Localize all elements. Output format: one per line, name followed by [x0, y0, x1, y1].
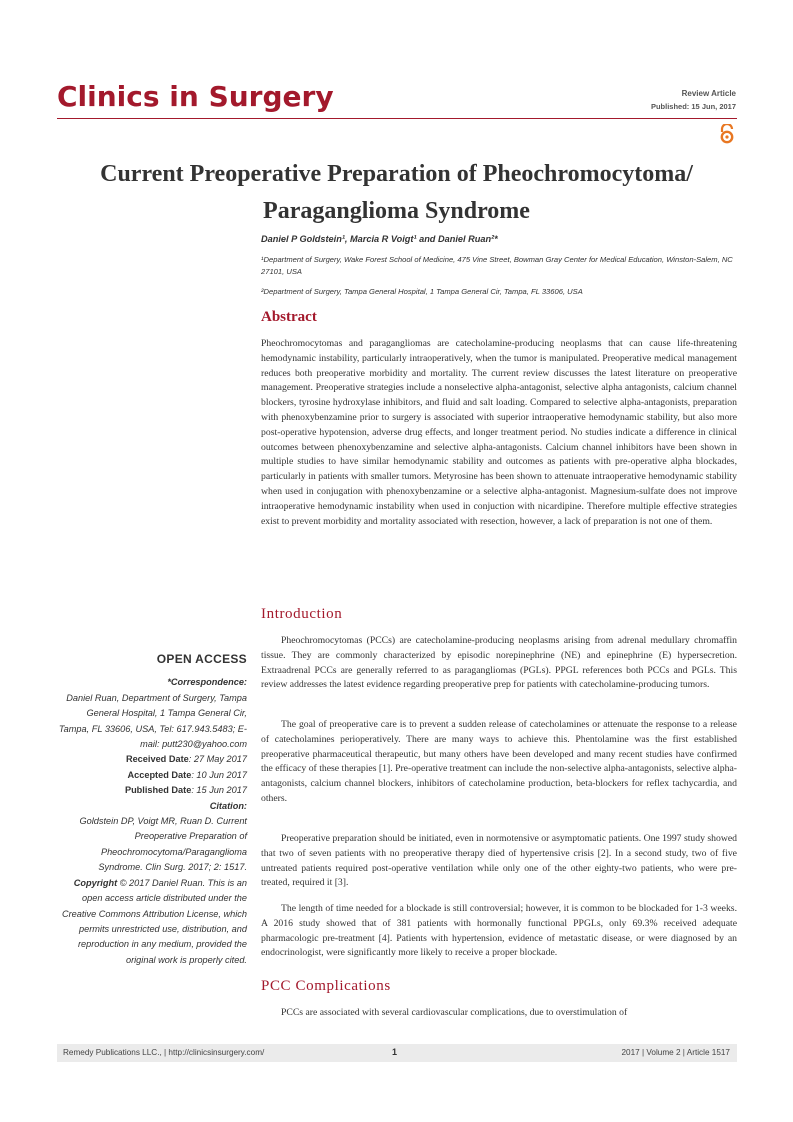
- published-date: : 15 Jun 2017: [191, 785, 247, 796]
- article-title: Current Preoperative Preparation of Pheochromocytoma/ Paraganglioma Syndrome: [100, 161, 693, 224]
- page-number: 1: [392, 1047, 398, 1057]
- author-list: Daniel P Goldstein¹, Marcia R Voigt¹ and Daniel Ruan²*: [261, 234, 498, 244]
- copyright-text: © 2017 Daniel Ruan. This is an open access article distributed under the Creative Commons Attribution License, which permits unrestricted use, distribution, and reproduction in any medium, provided the original work is properly cited.: [61, 877, 247, 965]
- accepted-date-label: Accepted Date: [127, 769, 192, 780]
- correspondence-label: *Correspondence:: [167, 677, 247, 688]
- pcc-complications-paragraph: PCCs are associated with several cardiovascular complications, due to overstimulation of: [281, 1007, 628, 1018]
- footer-volume-info: 2017 | Volume 2 | Article 1517: [621, 1048, 730, 1057]
- affiliation-2: ²Department of Surgery, Tampa General Hospital, 1 Tampa General Cir, Tampa, FL 33606, USA: [261, 287, 583, 296]
- correspondence-text: Daniel Ruan, Department of Surgery, Tampa General Hospital, 1 Tampa General Cir, Tampa, FL 33606, USA, Tel: 617.943.5483; E-mail: putt230@yahoo.com: [58, 692, 247, 750]
- abstract-heading: Abstract: [261, 309, 317, 325]
- published-date-header: Published: 15 Jun, 2017: [650, 102, 736, 111]
- affiliation-1: ¹Department of Surgery, Wake Forest School of Medicine, 475 Vine Street, Bowman Gray Center for Medical Education, Winston-Salem, NC 27101, USA: [261, 255, 733, 276]
- article-info-sidebar: [57, 652, 247, 968]
- accepted-date: : 10 Jun 2017: [191, 769, 247, 780]
- published-date-label: Published Date: [124, 785, 192, 796]
- copyright-label: Copyright: [73, 877, 118, 888]
- article-type: Review Article: [681, 89, 736, 98]
- open-access-icon: [718, 124, 736, 144]
- introduction-paragraph: Preoperative preparation should be initiated, even in normotensive or asymptomatic patients. One 1997 study showed that two of seven patients with no preoperative therapy died of hypertensive crisis [2]. In a second study, two of five untreated patients required post-operative ventilation while only one of the other eighty-two patients, who were pre-treated, required it [3].: [261, 833, 737, 889]
- open-access-label: OPEN ACCESS: [156, 652, 247, 666]
- introduction-heading: Introduction: [261, 606, 343, 622]
- abstract-text: Pheochromocytomas and paragangliomas are catecholamine-producing neoplasms that can cause life-threatening hemodynamic instability, particularly intraoperatively, when the tumor is manipulated. Preoperative medical management reduces both preoperative morbidity and mortality. The current review discusses the latest literature on preoperative management. Preoperative strategies include a nonselective alpha-antagonist, selective alpha antagonists, calcium channel blockers, tyrosine hydroxylase inhibitors, and fluid and salt loading. Compared to selective alpha-antagonists, preparation with phenoxybenzamine prior to surgery is associated with superior intraoperative hemodynamic stability, but also more post-operative hypotension, adverse drug effects, and longer treatment period. No studies indicate a difference in clinical outcomes between phenoxybenzamine and selective alpha-antagonists. Calcium channel inhibitors have been shown in multiple studies to have similar hemodynamic stability and outcomes as patients with pre-operative alpha blockades, particularly in patients with smaller tumors. Metyrosine has been shown to attenuate intraoperative hemodynamic stability when used in conjugation with phenoxybenzamine or a selective alpha-antagonist. Magnesium-sulfate does not improve intraoperative hemodynamic instability when used in conjuction with nicardipine. Therefore multiple effective strategies exist to prevent morbidity and mortality associated with resection, however, a lack of preparation is not one of them.: [261, 338, 737, 527]
- introduction-paragraph: Pheochromocytomas (PCCs) are catecholamine-producing neoplasms arising from adrenal medullary chromaffin tissue. They are commonly characterized by episodic norepinephrine (NE) and epinephrine (E) hypersecretion. Extraadrenal PCCs are generally referred to as paragangliomas (PGLs). PPGL references both PCCs and PGLs. This review addresses the latest evidence regarding preoperative prep for patients with catecholamine-producing tumors.: [261, 635, 737, 691]
- introduction-paragraph: The length of time needed for a blockade is still controversial; however, it is common to be blockaded for 1-3 weeks. A 2016 study showed that of 381 patients with hormonally functional PPGLs, only 69.3% received adequate pharmacologic pre-treatment [4]. Patients with hypertension, evidence of metastatic disease, or were diagnosed by an endocrinologist, were significantly more likely to receive a proper blockade.: [261, 903, 737, 959]
- footer-publisher: Remedy Publications LLC., | http://clinicsinsurgery.com/: [63, 1048, 265, 1057]
- citation-label: Citation:: [209, 800, 247, 811]
- received-date-label: Received Date: [125, 754, 189, 765]
- header-divider: [57, 118, 737, 119]
- introduction-paragraph: The goal of preoperative care is to prevent a sudden release of catecholamines or attenuate the response to a release of catecholamines perioperatively. There are many ways to achieve this. Phentolamine was the first established preoperative pharmaceutical therapeutic, but many others have been developed and many recent studies have confirmed the efficacy of these therapies [1]. Pre-operative treatment can include the non-selective alpha-antagonists, selective alpha-antagonists, calcium channel blockers, inhibitors of catecholamine production, beta-blockers for reflex tachycardia, and others.: [261, 719, 737, 804]
- citation-text: Goldstein DP, Voigt MR, Ruan D. Current Preoperative Preparation of Pheochromocytoma/Paraganglioma Syndrome. Clin Surg. 2017; 2: 1517.: [79, 816, 247, 873]
- journal-title: Clinics in Surgery: [57, 80, 334, 113]
- pcc-complications-heading: PCC Complications: [261, 978, 391, 994]
- received-date: : 27 May 2017: [188, 754, 247, 765]
